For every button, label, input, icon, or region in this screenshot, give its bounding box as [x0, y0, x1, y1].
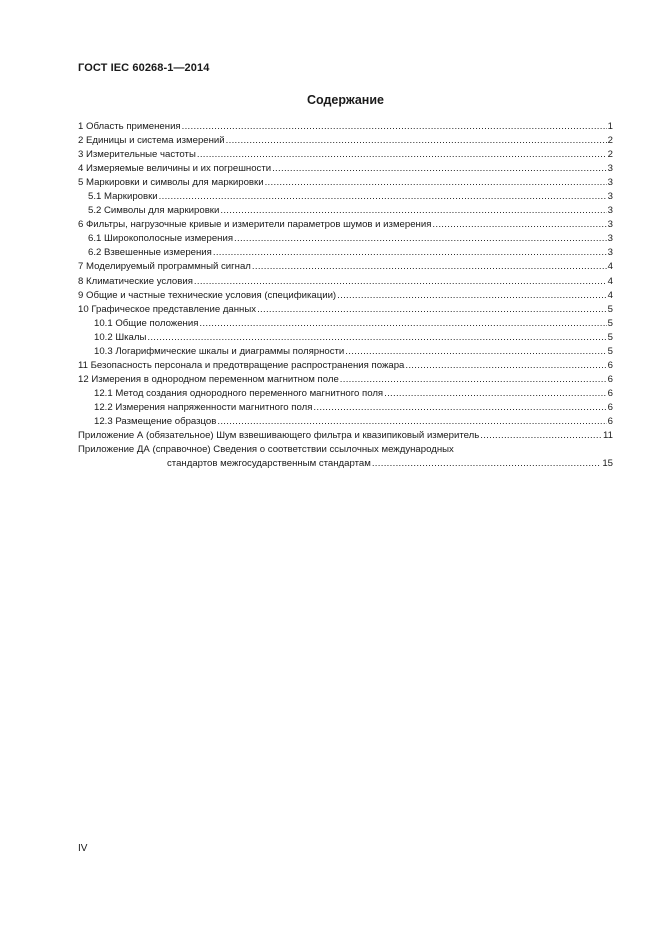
toc-subentry[interactable] — [78, 232, 613, 246]
toc-entry-label: 12.2 Измерения напряженности магнитного поля — [94, 401, 313, 413]
toc-entry-page: 2 — [607, 135, 613, 147]
toc-entry[interactable] — [78, 303, 613, 317]
toc-subentry[interactable] — [78, 204, 613, 218]
toc-entry-label: Приложение ДА (справочное) Сведения о соответствии ссылочных международных — [78, 444, 454, 456]
leader-dots — [345, 345, 606, 359]
toc-entry-label: 11 Безопасность персонала и предотвращение распространения пожара — [78, 359, 405, 371]
toc-entry-page: 3 — [607, 191, 613, 203]
toc-entry-page: 11 — [603, 430, 613, 442]
leader-dots — [194, 275, 607, 289]
toc-entry-label: 10.3 Логарифмические шкалы и диаграммы полярности — [94, 345, 345, 357]
toc-entry-page: 3 — [607, 177, 613, 189]
leader-dots — [432, 218, 606, 232]
leader-dots — [313, 401, 606, 415]
toc-appendix-entry[interactable] — [78, 443, 613, 457]
leader-dots — [217, 415, 606, 429]
toc-entry[interactable] — [78, 148, 613, 162]
leader-dots — [405, 359, 606, 373]
toc-entry-page: 5 — [607, 303, 613, 315]
toc-appendix-continuation[interactable] — [78, 457, 613, 471]
toc-entry-page: 4 — [607, 275, 613, 287]
toc-subentry[interactable] — [78, 317, 613, 331]
leader-dots — [220, 204, 606, 218]
toc-entry-label: 6 Фильтры, нагрузочные кривые и измерители параметров шумов и измерения — [78, 219, 432, 231]
leader-dots — [182, 120, 607, 134]
leader-dots — [265, 176, 607, 190]
toc-entry-page: 5 — [607, 345, 613, 357]
toc-entry-label: 5 Маркировки и символы для маркировки — [78, 177, 264, 189]
toc-entry[interactable] — [78, 289, 613, 303]
toc-entry-page: 6 — [607, 401, 613, 413]
toc-entry-page: 3 — [607, 219, 613, 231]
toc-entry-page: 1 — [607, 121, 613, 132]
toc-entry-label: стандартов межгосударственным стандартам — [167, 458, 371, 470]
toc-entry-label: 1 Область применения — [78, 121, 181, 132]
toc-entry[interactable] — [78, 162, 613, 176]
toc-entry-label: 12 Измерения в однородном переменном магнитном поле — [78, 373, 339, 385]
toc-entry-page: 2 — [607, 149, 613, 161]
toc-subentry[interactable] — [78, 415, 613, 429]
toc-entry-label: 6.1 Широкополосные измерения — [88, 233, 234, 245]
toc-entry[interactable] — [78, 218, 613, 232]
toc-entry-page: 3 — [607, 233, 613, 245]
toc-entry-label: Приложение А (обязательное) Шум взвешивающего фильтра и квазипиковый измеритель — [78, 430, 480, 442]
leader-dots — [234, 232, 607, 246]
leader-dots — [199, 317, 606, 331]
toc-entry-page: 4 — [607, 261, 613, 273]
toc-entry-label: 2 Единицы и система измерений — [78, 135, 225, 147]
toc-subentry[interactable] — [78, 331, 613, 345]
toc-entry[interactable] — [78, 359, 613, 373]
leader-dots — [159, 190, 607, 204]
toc-title: Содержание — [306, 93, 384, 107]
table-of-contents — [78, 120, 613, 471]
toc-subentry[interactable] — [78, 246, 613, 260]
toc-entry[interactable] — [78, 373, 613, 387]
toc-entry-page: 3 — [607, 205, 613, 217]
leader-dots — [197, 148, 607, 162]
toc-entry-label: 10.2 Шкалы — [94, 331, 147, 343]
toc-entry[interactable] — [78, 134, 613, 148]
toc-entry[interactable] — [78, 120, 613, 134]
leader-dots — [372, 457, 601, 471]
leader-dots — [340, 373, 607, 387]
toc-appendix-entry[interactable] — [78, 429, 613, 443]
toc-subentry[interactable] — [78, 401, 613, 415]
toc-entry-page: 6 — [607, 415, 613, 427]
toc-entry-label: 6.2 Взвешенные измерения — [88, 247, 212, 259]
toc-entry-label: 10.1 Общие положения — [94, 317, 199, 329]
leader-dots — [480, 429, 602, 443]
toc-entry[interactable] — [78, 176, 613, 190]
toc-entry-label: 8 Климатические условия — [78, 275, 193, 287]
leader-dots — [257, 303, 607, 317]
toc-entry-page: 4 — [607, 289, 613, 301]
toc-entry-page: 6 — [607, 387, 613, 399]
toc-entry-page: 3 — [607, 247, 613, 259]
toc-subentry[interactable] — [78, 387, 613, 401]
toc-entry-label: 4 Измеряемые величины и их погрешности — [78, 163, 272, 175]
leader-dots — [213, 246, 607, 260]
toc-entry-page: 3 — [607, 163, 613, 175]
leader-dots — [272, 162, 607, 176]
toc-entry-label: 7 Моделируемый программный сигнал — [78, 261, 251, 273]
toc-entry-label: 5.1 Маркировки — [88, 191, 158, 203]
toc-entry-page: 6 — [607, 373, 613, 385]
toc-entry[interactable] — [78, 260, 613, 274]
toc-entry-page: 15 — [602, 458, 613, 470]
toc-entry-label: 5.2 Символы для маркировки — [88, 205, 220, 217]
toc-entry-page: 5 — [607, 331, 613, 343]
toc-entry-label: 9 Общие и частные технические условия (спецификации) — [78, 289, 337, 301]
toc-entry-page: 6 — [607, 359, 613, 371]
leader-dots — [384, 387, 607, 401]
toc-entry[interactable] — [78, 275, 613, 289]
leader-dots — [337, 289, 607, 303]
toc-entry-label: 12.1 Метод создания однородного переменного магнитного поля — [94, 387, 384, 399]
toc-subentry[interactable] — [78, 345, 613, 359]
toc-entry-page: 5 — [607, 317, 613, 329]
leader-dots — [252, 260, 607, 274]
standard-header: ГОСТ IEC 60268-1—2014 — [78, 62, 210, 74]
toc-entry-label: 3 Измерительные частоты — [78, 149, 196, 161]
toc-subentry[interactable] — [78, 190, 613, 204]
leader-dots — [226, 134, 607, 148]
page-number: IV — [78, 843, 88, 854]
leader-dots — [147, 331, 606, 345]
toc-entry-label: 12.3 Размещение образцов — [94, 415, 217, 427]
toc-entry-label: 10 Графическое представление данных — [78, 303, 257, 315]
